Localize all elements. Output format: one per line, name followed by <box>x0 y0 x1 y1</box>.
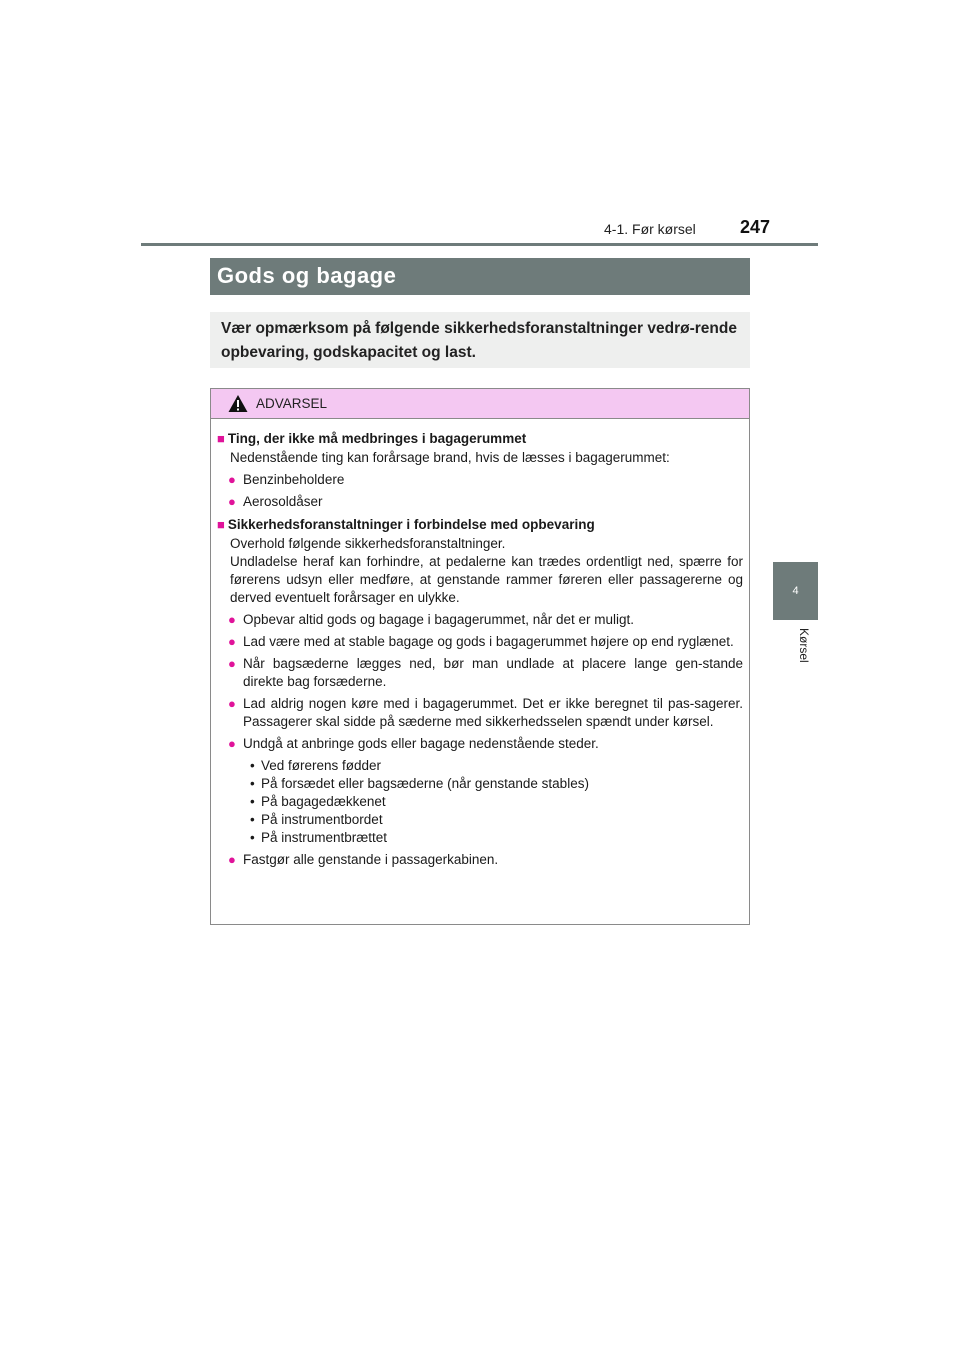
paragraph: Overhold følgende sikkerhedsforanstaltninger. <box>230 536 506 551</box>
page-title: Gods og bagage <box>217 263 397 288</box>
warning-box <box>210 388 750 925</box>
sub-list-item-text: På instrumentbordet <box>261 812 383 827</box>
sub-list-item <box>250 775 743 793</box>
section-header: 4-1. Før kørsel <box>604 221 696 237</box>
dot-bullet-icon: ● <box>228 852 236 867</box>
dot-bullet-icon: ● <box>228 634 236 649</box>
warning-title: ADVARSEL <box>256 396 328 411</box>
dot-bullet-icon: ● <box>228 612 236 627</box>
dot-bullet-icon: ● <box>228 494 236 509</box>
sub-list-item-text: På instrumentbrættet <box>261 830 388 845</box>
list-item <box>228 735 743 753</box>
sub-list-item <box>250 757 743 775</box>
list-item-text: Når bagsæderne lægges ned, bør man undlade at placere lange gen-stande direkte bag forsæderne. <box>243 656 743 689</box>
list-item <box>228 611 743 629</box>
list-item <box>228 493 743 511</box>
list-item <box>228 695 743 731</box>
section-heading <box>217 516 743 534</box>
warning-header <box>211 389 749 419</box>
warning-triangle-icon <box>228 394 248 413</box>
paragraph: Nedenstående ting kan forårsage brand, hvis de læsses i bagagerummet: <box>230 450 670 465</box>
warning-body <box>211 419 749 869</box>
list-item-text: Lad aldrig nogen køre med i bagagerummet. Det er ikke beregnet til pas-sagerer. Passagerer skal sidde på sæderne med sikkerhedsselen spændt under kørsel. <box>243 696 743 729</box>
square-bullet-icon: ■ <box>217 431 225 446</box>
square-bullet-icon: ■ <box>217 517 225 532</box>
small-bullet-icon: • <box>250 794 255 809</box>
small-bullet-icon: • <box>250 758 255 773</box>
header-divider <box>141 243 818 246</box>
list-item-text: Lad være med at stable bagage og gods i bagagerummet højere op end ryglænet. <box>243 634 734 649</box>
dot-bullet-icon: ● <box>228 656 236 671</box>
sub-list-item <box>250 811 743 829</box>
sub-list-item <box>250 829 743 847</box>
sub-list-item <box>250 793 743 811</box>
sub-list-item-text: På bagagedækkenet <box>261 794 386 809</box>
sub-list <box>250 757 743 847</box>
chapter-label: Kørsel <box>797 628 811 663</box>
dot-bullet-icon: ● <box>228 472 236 487</box>
dot-bullet-icon: ● <box>228 736 236 751</box>
list-item-text: Aerosoldåser <box>243 494 323 509</box>
sub-list-item-text: Ved førerens fødder <box>261 758 382 773</box>
list-item <box>228 655 743 691</box>
sub-list-item-text: På forsædet eller bagsæderne (når genstande stables) <box>261 776 589 791</box>
list-item-text: Opbevar altid gods og bagage i bagagerummet, når det er muligt. <box>243 612 634 627</box>
chapter-tab[interactable]: 4 <box>773 562 818 620</box>
section-heading-text: Ting, der ikke må medbringes i bagagerummet <box>227 431 527 446</box>
list-item-text: Undgå at anbringe gods eller bagage nedenstående steder. <box>243 736 599 751</box>
page-number: 247 <box>740 217 771 237</box>
list-item <box>228 851 743 869</box>
list-item-text: Benzinbeholdere <box>243 472 345 487</box>
small-bullet-icon: • <box>250 776 255 791</box>
intro-text: Vær opmærksom på følgende sikkerhedsforanstaltninger vedrø-rende opbevaring, godskapacitet og last. <box>210 312 750 368</box>
list-item <box>228 471 743 489</box>
title-bar <box>210 258 750 295</box>
section-heading <box>217 430 743 448</box>
small-bullet-icon: • <box>250 812 255 827</box>
list-item-text: Fastgør alle genstande i passagerkabinen. <box>243 852 499 867</box>
list-item <box>228 633 743 651</box>
section-heading-text: Sikkerhedsforanstaltninger i forbindelse med opbevaring <box>227 517 595 532</box>
dot-bullet-icon: ● <box>228 696 236 711</box>
small-bullet-icon: • <box>250 830 255 845</box>
paragraph: Undladelse heraf kan forhindre, at pedalerne kan trædes ordentligt ned, spærre for førerens udsyn eller medføre, at genstande rammer føreren eller passagererne og derved eventuelt forårsager en ulykke. <box>230 554 743 605</box>
